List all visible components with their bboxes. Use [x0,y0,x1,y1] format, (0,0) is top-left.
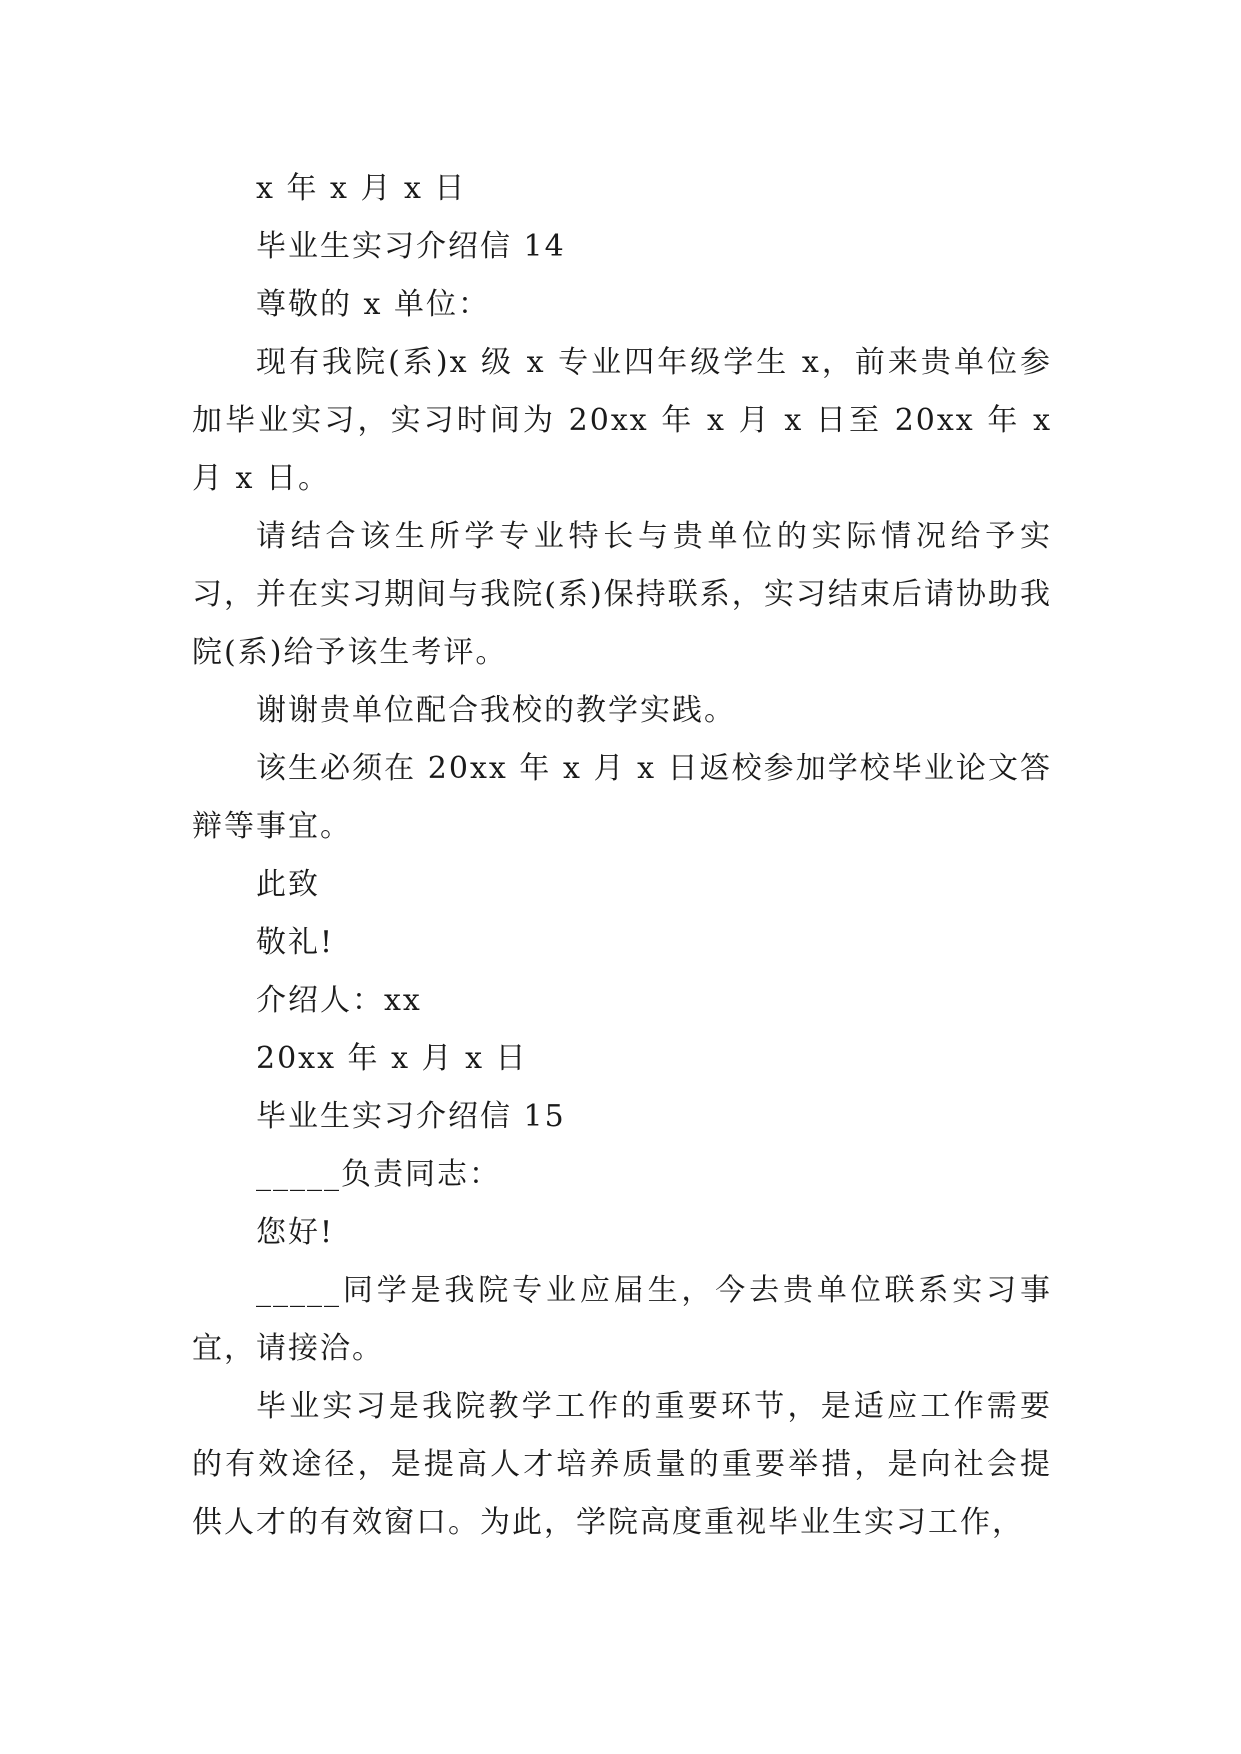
letter14-closing-1: 此致 [256,867,320,902]
letter15-title: 毕业生实习介绍信 15 [256,1099,566,1134]
letter15-paragraph-1: _____同学是我院专业应届生，今去贵单位联系实习事宜，请接洽。 [192,1273,1052,1366]
letter14-introducer: 介绍人：xx [256,983,422,1018]
letter14-paragraph-4: 该生必须在 20xx 年 x 月 x 日返校参加学校毕业论文答辩等事宜。 [192,751,1052,844]
letter14-paragraph-3: 谢谢贵单位配合我校的教学实践。 [256,693,736,728]
letter15-paragraph-2: 毕业实习是我院教学工作的重要环节，是适应工作需要的有效途径，是提高人才培养质量的重要举措，是向社会提供人才的有效窗口。为此，学院高度重视毕业生实习工作， [192,1389,1052,1540]
letter14-closing-2: 敬礼! [256,925,335,960]
letter14-salutation: 尊敬的 x 单位： [256,287,490,322]
letter14-title: 毕业生实习介绍信 14 [256,229,566,264]
letter14-paragraph-2: 请结合该生所学专业特长与贵单位的实际情况给予实习，并在实习期间与我院(系)保持联系，实习结束后请协助我院(系)给予该生考评。 [192,519,1052,670]
letter15-salutation: _____负责同志： [256,1157,501,1192]
letter15-greeting: 您好! [256,1215,335,1250]
document-page [192,160,1052,1552]
letter14-date: 20xx 年 x 月 x 日 [256,1041,528,1076]
letter14-paragraph-1: 现有我院(系)x 级 x 专业四年级学生 x，前来贵单位参加毕业实习，实习时间为 20xx 年 x 月 x 日至 20xx 年 x 月 x 日。 [192,345,1052,496]
letter14-date-top: x 年 x 月 x 日 [256,171,467,206]
